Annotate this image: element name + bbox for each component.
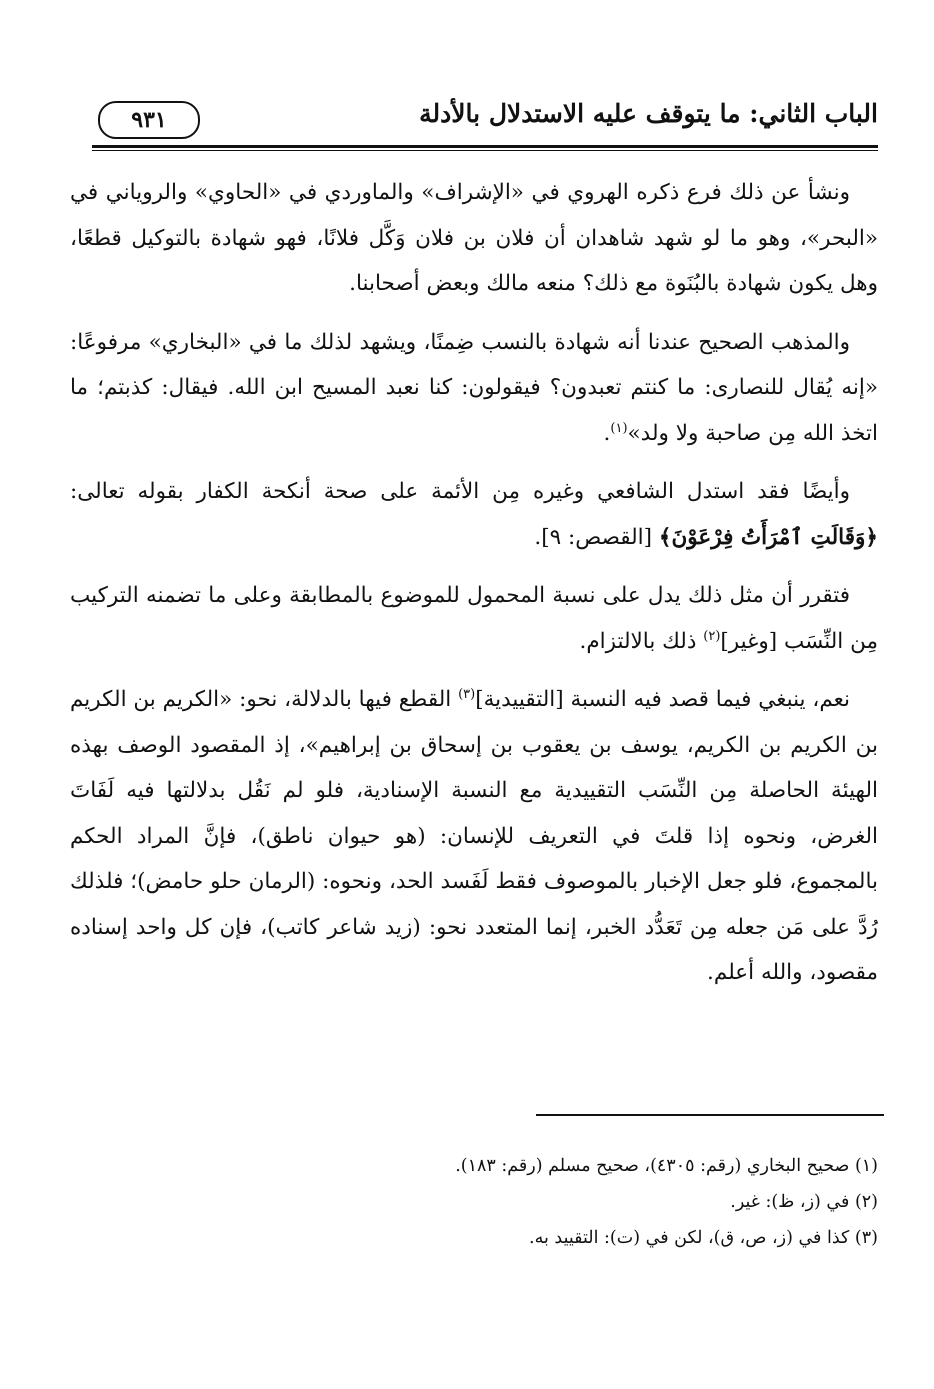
chapter-title: الباب الثاني: ما يتوقف عليه الاستدلال بالأدلة [419,99,878,128]
paragraph-5-text: نعم، ينبغي فيما قصد فيه النسبة [التقييدية] [475,687,850,712]
footnotes [70,1148,878,1256]
footnote-3: (٣) كذا في (ز، ص، ق)، لكن في (ت): التقييد به. [529,1228,878,1248]
page-number: ٩٣١ [98,101,200,139]
paragraph-5 [70,677,878,996]
verse-citation: [القصص: ٩]. [534,524,653,550]
paragraph-2-end: . [603,420,611,446]
footnote-ref-1: (١) [610,420,628,436]
header-rule-thin [92,150,878,151]
footnote-separator [536,1114,884,1116]
paragraph-1-text: ونشأ عن ذلك فرع ذكره الهروي في «الإشراف» والماوردي في «الحاوي» والروياني في «البحر»، وهو ما لو شهد شاهدان أن فلان بن فلان وَكَّل فلانًا، فهو شهادة بالتوكيل قطعًا، وهل يكون شهادة بالبُنَوة مع ذلك؟ منعه مالك وبعض أصحابنا. [70,180,878,296]
paragraph-4 [70,573,878,664]
footnote-1: (١) صحيح البخاري (رقم: ٤٣٠٥)، صحيح مسلم (رقم: ١٨٣). [455,1156,878,1176]
footnote-ref-3: (٣) [458,686,476,702]
paragraph-4-end: ذلك بالالتزام. [579,628,704,654]
paragraph-4-text: فتقرر أن مثل ذلك يدل على نسبة المحمول للموضوع بالمطابقة وعلى ما تضمنه التركيب مِن النِّسَب [وغير] [70,583,878,654]
paragraph-3 [70,469,878,560]
paragraph-3-text: وأيضًا فقد استدل الشافعي وغيره مِن الأئمة على صحة أنكحة الكفار بقوله تعالى: [70,479,850,504]
paragraph-2-text: والمذهب الصحيح عندنا أنه شهادة بالنسب ضِمنًا، ويشهد لذلك ما في «البخاري» مرفوعًا: «إنه يُقال للنصارى: ما كنتم تعبدون؟ فيقولون: كنا نعبد المسيح ابن الله. فيقال: كذبتم؛ ما اتخذ الله مِن صاحبة ولا ولد» [70,329,878,446]
main-text [70,170,878,1009]
paragraph-1 [70,170,878,307]
running-header [92,95,878,145]
footnote-2: (٢) في (ز، ظ): غير. [730,1192,878,1212]
paragraph-5-end: القطع فيها بالدلالة، نحو: «الكريم بن الكريم بن الكريم بن الكريم، يوسف بن يعقوب بن إسحاق بن إبراهيم»، إذ المقصود الوصف بهذه الهيئة الحاصلة مِن النِّسَب التقييدية مع النسبة الإسنادية، فلو لم نَقُل بدلالتها فيه لَفَاتَ الغرض، ونحوه إذا قلتَ في التعريف للإنسان: (هو حيوان ناطق)، فإنَّ المراد الحكم بالمجموع، فلو جعل الإخبار بالموصوف فقط لَفَسد الحد، ونحوه: (الرمان حلو حامض)؛ فلذلك رُدَّ على مَن جعله مِن تَعَدُّد الخبر، إنما المتعدد نحو: (زيد شاعر كاتب)، فإن كل واحد إسناده مقصود، والله أعلم. [70,687,878,985]
header-rule [92,145,878,151]
footnote-ref-2: (٢) [703,628,721,644]
quran-verse: ﴿وَقَالَتِ ٱمْرَأَتُ فِرْعَوْنَ﴾ [658,524,878,550]
paragraph-2 [70,320,878,457]
header-rule-thick [92,145,878,148]
